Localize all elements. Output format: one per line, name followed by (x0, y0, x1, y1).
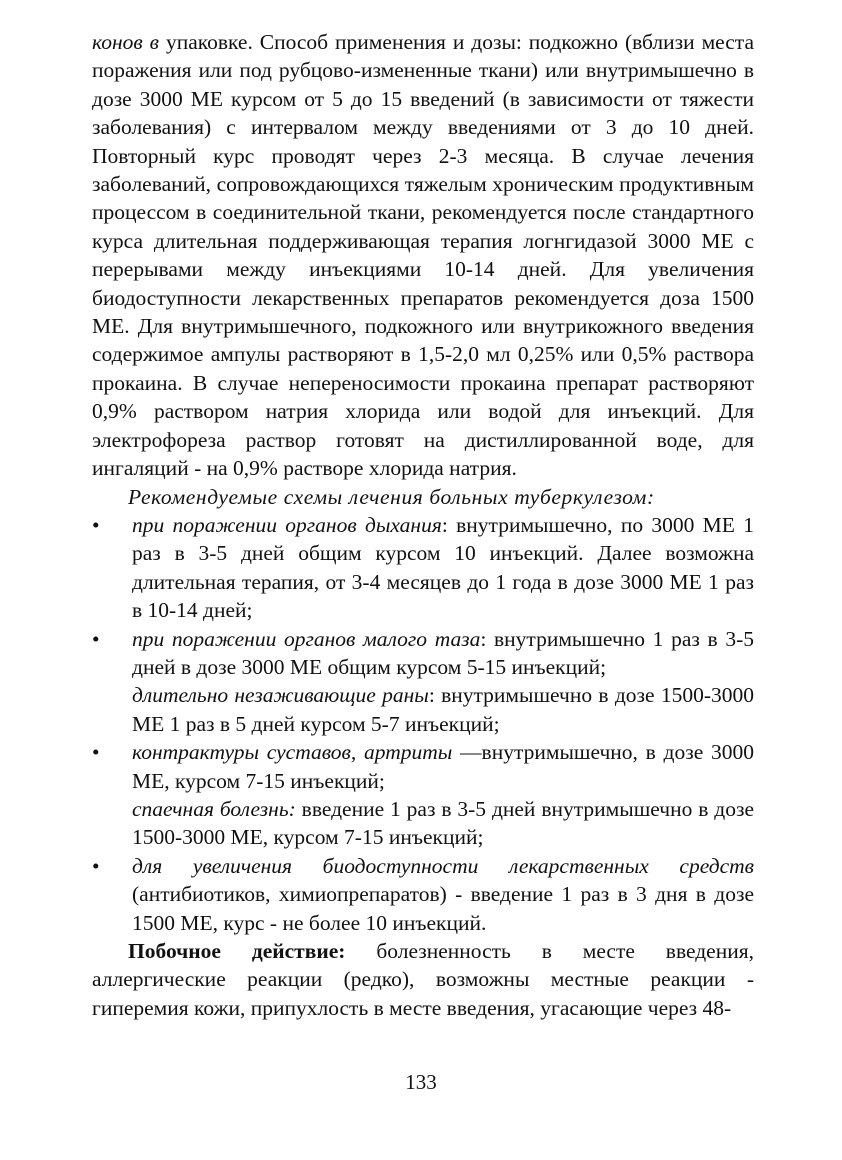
regimen-label: при поражении органов малого таза (132, 626, 481, 651)
side-effects-text: болезненность в месте введения, аллергические реакции (редко), возможны местные реакции - гиперемия кожи, припухлость в месте введения, угасающие через 48- (92, 939, 754, 1020)
regimen-text: : внутримышечно в дозе 1500-3000 МЕ 1 раз в 5 дней курсом 5-7 инъекций; (132, 683, 754, 736)
regimen-text: введение 1 раз в 3-5 дней внутримышечно в дозе 1500-3000 МЕ, курсом 7-15 инъекций; (132, 796, 754, 850)
regimen-text: : внутримышечно 1 раз в 3-5 дней в дозе 3000 МЕ общим курсом 5-15 инъекций; (132, 626, 754, 679)
regimen-item (92, 852, 754, 937)
intro-text: упаковке. Способ применения и дозы: подкожно (вблизи места поражения или под рубцово-измененные ткани) или внутримышечно в дозе 3000 МЕ курсом от 5 до 15 введений (в зависимости от тяжести заболевания) с интервалом между введениями от 3 до 10 дней. Повторный курс проводят через 2-3 месяца. В случае лечения заболеваний, сопровождающихся тяжелым хроническим продуктивным процессом в соединительной ткани, рекомендуется после стандартного курса длительная поддерживающая терапия логнгидазой 3000 МЕ с перерывами между инъекциями 10-14 дней. Для увеличения биодоступности лекарственных препаратов рекомендуется доза 1500 МЕ. Для внутримышечного, подкожного или внутрикожного введения содержимое ампулы растворяют в 1,5-2,0 мл 0,25% или 0,5% раствора прокаина. В случае непереносимости прокаина препарат растворяют 0,9% раствором натрия хлорида или водой для инъекций. Для электрофореза раствор готовят на дистиллированной воде, для ингаляций - на 0,9% растворе хлорида натрия. (92, 30, 754, 481)
regimens-heading: Рекомендуемые схемы лечения больных туберкулезом: (128, 484, 655, 509)
page-number: 133 (405, 1070, 437, 1094)
regimen-item (92, 625, 754, 682)
regimen-text: : внутримышечно, по 3000 МЕ 1 раз в 3-5 дней общим курсом 10 инъекций. Далее возможна длительная терапия, от 3-4 месяцев до 1 года в дозе 3000 МЕ 1 раз в 10-14 дней; (132, 512, 754, 623)
side-effects-label: Побочное действие: (128, 939, 346, 963)
intro-paragraph (92, 28, 754, 483)
regimen-label: спаечная болезнь: (132, 796, 296, 821)
regimen-item (92, 738, 754, 795)
regimen-label: контрактуры суставов, артриты (132, 740, 453, 765)
regimen-item (92, 795, 754, 852)
regimens-list (92, 511, 754, 937)
regimen-item (92, 511, 754, 625)
regimen-text: (антибиотиков, химиопрепаратов) - введение 1 раз в 3 дня в дозе 1500 МЕ, курс - не более 10 инъекций. (132, 882, 754, 935)
side-effects-paragraph (92, 937, 754, 1022)
regimen-label: длительно незаживающие раны (132, 683, 429, 708)
regimen-item (92, 681, 754, 738)
intro-lead-italic: конов в (92, 30, 159, 54)
regimen-text: —внутримышечно, в дозе 3000 МЕ, курсом 7-15 инъекций; (132, 740, 754, 793)
regimen-label: при поражении органов дыхания (132, 512, 442, 537)
regimen-label: для увеличения биодоступности лекарственных средств (132, 853, 754, 878)
